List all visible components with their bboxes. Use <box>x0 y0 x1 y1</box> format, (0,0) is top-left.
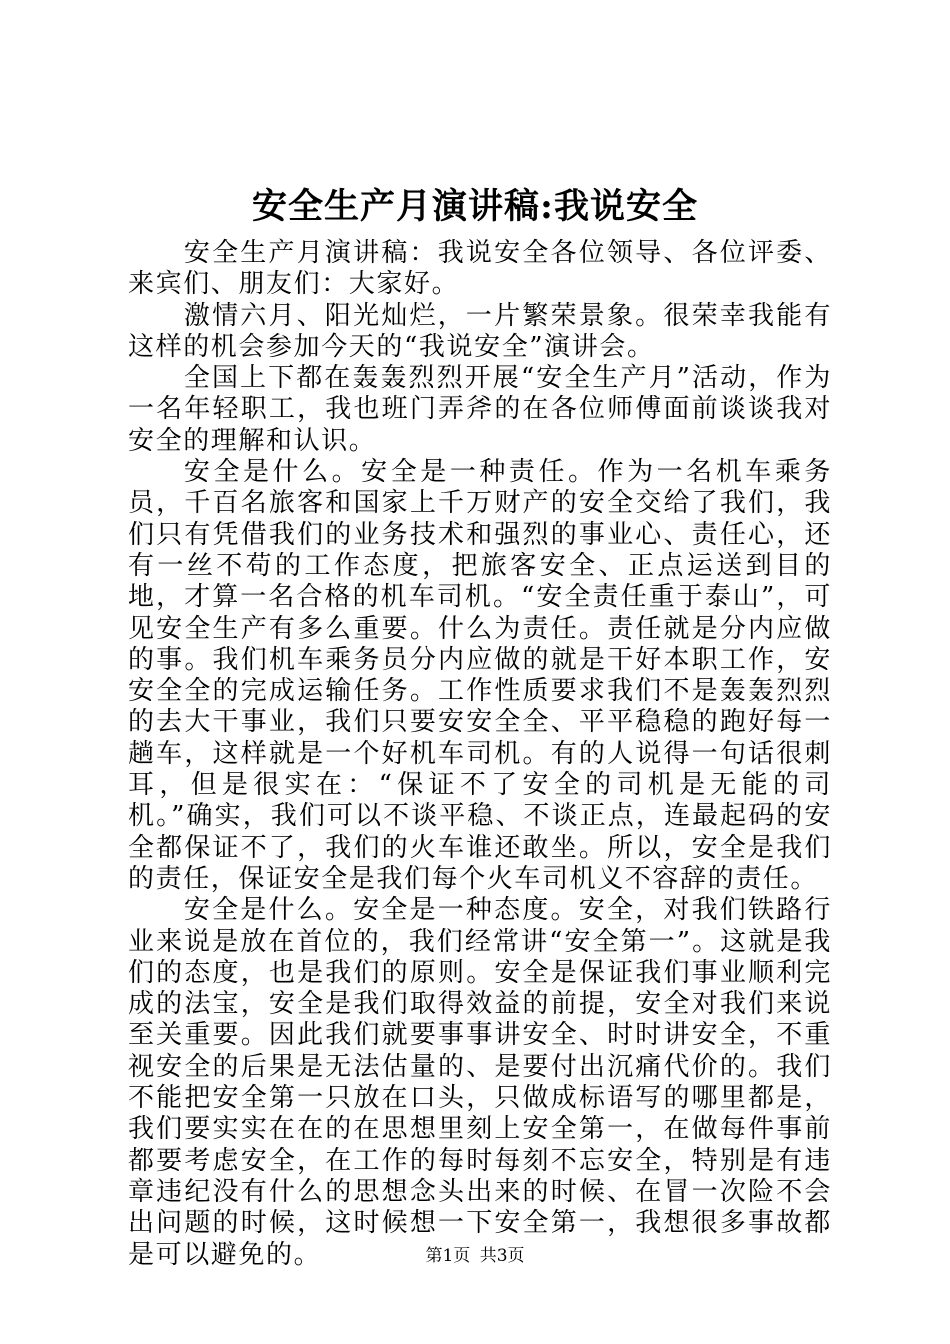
paragraph: 激情六月、阳光灿烂，一片繁荣景象。很荣幸我能有这样的机会参加今天的“我说安全”演讲会。 <box>128 300 832 362</box>
page-footer: 第1页 共3页 <box>425 1246 525 1266</box>
paragraph: 安全是什么。安全是一种责任。作为一名机车乘务员，千百名旅客和国家上千万财产的安全交给了我们，我们只有凭借我们的业务技术和强烈的事业心、责任心，还有一丝不苟的工作态度，把旅客安全、正点运送到目的地，才算一名合格的机车司机。“安全责任重于泰山”，可见安全生产有多么重要。什么为责任。责任就是分内应做的事。我们机车乘务员分内应做的就是干好本职工作，安安全全的完成运输任务。工作性质要求我们不是轰轰烈烈的去大干事业，我们只要安安全全、平平稳稳的跑好每一趟车，这样就是一个好机车司机。有的人说得一句话很刺耳，但是很实在：“保证不了安全的司机是无能的司机。”确实，我们可以不谈平稳、不谈正点，连最起码的安全都保证不了，我们的火车谁还敢坐。所以，安全是我们的责任，保证安全是我们每个火车司机义不容辞的责任。 <box>128 457 832 894</box>
document-title: 安全生产月演讲稿:我说安全 <box>252 186 698 227</box>
paragraph: 安全生产月演讲稿：我说安全各位领导、各位评委、来宾们、朋友们：大家好。 <box>128 238 832 300</box>
paragraph: 全国上下都在轰轰烈烈开展“安全生产月”活动，作为一名年轻职工，我也班门弄斧的在各位师傅面前谈谈我对安全的理解和认识。 <box>128 363 832 456</box>
paragraph: 安全是什么。安全是一种态度。安全，对我们铁路行业来说是放在首位的，我们经常讲“安全第一”。这就是我们的态度，也是我们的原则。安全是保证我们事业顺利完成的法宝，安全是我们取得效益的前提，安全对我们来说至关重要。因此我们就要事事讲安全、时时讲安全，不重视安全的后果是无法估量的、是要付出沉痛代价的。我们不能把安全第一只放在口头，只做成标语写的哪里都是，我们要实实在在的在思想里刻上安全第一，在做每件事前都要考虑安全，在工作的每时每刻不忘安全，特别是有违章违纪没有什么的思想念头出来的时候、在冒一次险不会出问题的时候，这时候想一下安全第一，我想很多事故都是可以避免的。 <box>128 895 832 1270</box>
document-body <box>128 238 832 1271</box>
